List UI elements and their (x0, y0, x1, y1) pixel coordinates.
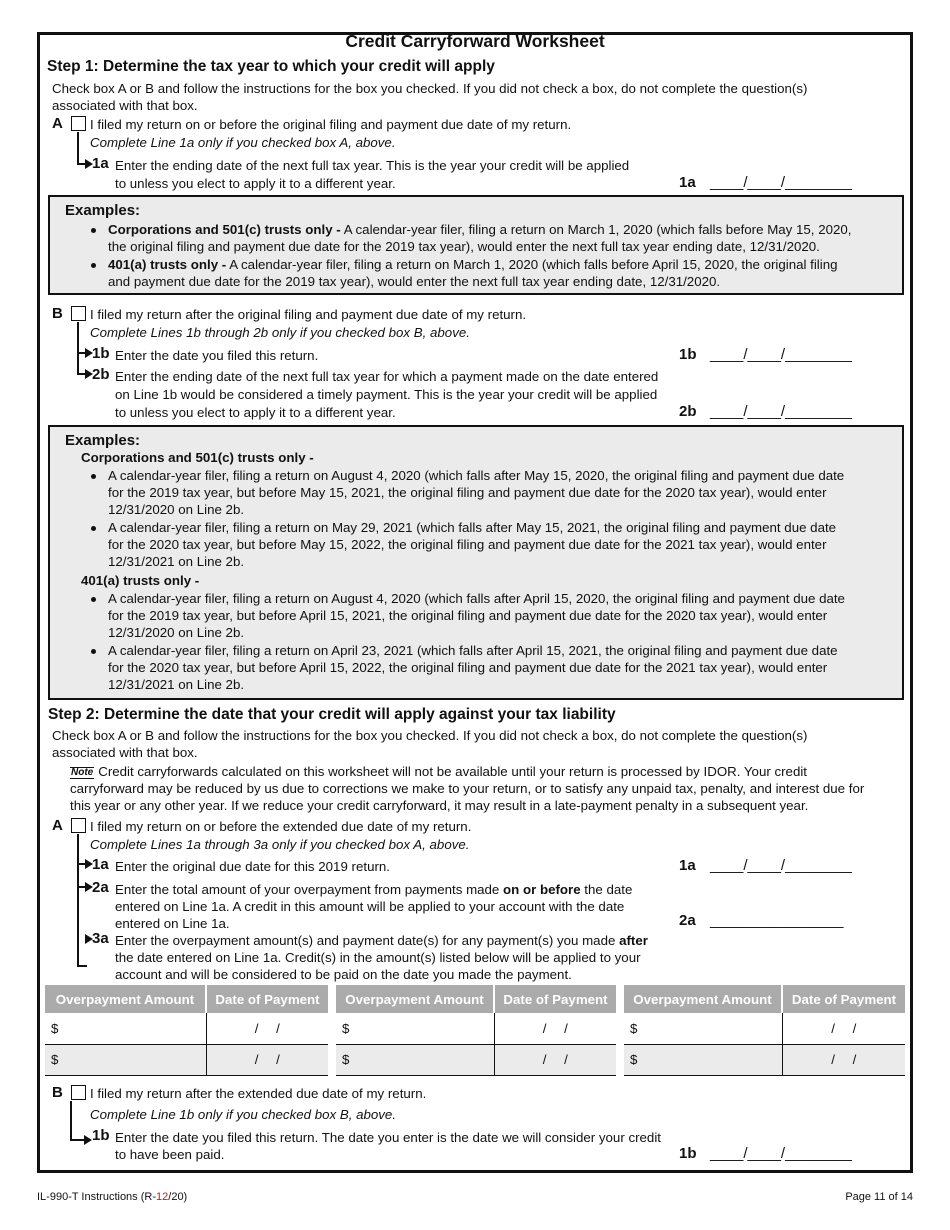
step2-box-b-checkbox[interactable] (71, 1085, 86, 1100)
step2-line-2a-text2: entered on Line 1a. A credit in this amount will be applied to your account with the date (115, 899, 625, 914)
page-number: Page 11 of 14 (845, 1191, 913, 1203)
example-b1-line3: 12/31/2020 on Line 2b. (108, 502, 245, 517)
table-row (45, 1044, 905, 1075)
example-a2-line2: and payment due date for the 2019 tax year), would enter the next full tax year ending date, 12/31/2020. (108, 274, 721, 289)
step1-examples-b (48, 425, 904, 700)
example-b3-line2: for the 2019 tax year, but before April 15, 2021, the original filing and payment due date for the 2020 tax year), would enter (108, 608, 828, 623)
column-header: Overpayment Amount (332, 985, 494, 1013)
step1-b-connector (77, 322, 79, 374)
step2-intro-line1: Check box A or B and follow the instructions for the box you checked. If you did not check a box, do not complete the question(s) (52, 728, 808, 743)
step1-box-a-instruction: Complete Line 1a only if you checked box A, above. (90, 135, 396, 150)
note-line3: this year or any other year. If we reduce your credit carryforward, it may result in a late-payment penalty in a subsequent year. (70, 798, 809, 813)
line-1b-text: Enter the date you filed this return. (115, 348, 319, 363)
step2-line-2a-text1: Enter the total amount of your overpayment from payments made on or before the date (115, 882, 633, 897)
examples-heading: Examples: (65, 432, 141, 449)
step2-line-1b-number: 1b (92, 1127, 110, 1144)
note-icon: Note (71, 767, 94, 778)
line-1b-answer[interactable] (679, 346, 852, 363)
step2-line-1a-text: Enter the original due date for this 2019 return. (115, 859, 390, 874)
step2-line-1a-answer-label: 1a (679, 857, 696, 874)
example-b2-line2: for the 2020 tax year, but before May 15, 2022, the original filing and payment due date for the 2021 tax year), would enter (108, 537, 827, 552)
date-cell[interactable]: / / (206, 1044, 332, 1075)
step2-line-1a-number: 1a (92, 856, 109, 873)
example-b3-line3: 12/31/2020 on Line 2b. (108, 625, 245, 640)
step2-box-a-label: I filed my return on or before the extended due date of my return. (90, 819, 472, 834)
bullet-icon (91, 474, 96, 479)
note-line1: Note Credit carryforwards calculated on this worksheet will not be available until your return is processed by IDOR. Your credit (71, 764, 807, 779)
amount-cell[interactable]: $ (332, 1013, 494, 1044)
step2-line-1b-answer[interactable] (679, 1145, 852, 1162)
example-b4-line2: for the 2020 tax year, but before April 15, 2022, the original filing and payment due date for the 2021 tax year), would enter (108, 660, 828, 675)
line-1b-number: 1b (92, 345, 110, 362)
bullet-icon (91, 526, 96, 531)
step1-box-b-checkbox[interactable] (71, 306, 86, 321)
step1-box-a-checkbox[interactable] (71, 116, 86, 131)
date-cell[interactable]: / / (782, 1044, 905, 1075)
date-cell[interactable]: / / (494, 1013, 620, 1044)
line-2b-text3: to unless you elect to apply it to a different year. (115, 405, 396, 420)
step2-box-a-letter: A (52, 817, 63, 834)
step2-heading: Step 2: Determine the date that your credit will apply against your tax liability (48, 706, 616, 723)
overpayment-table (45, 985, 905, 1076)
column-header: Date of Payment (782, 985, 905, 1013)
example-b4-line3: 12/31/2021 on Line 2b. (108, 677, 245, 692)
step2-box-a-instruction: Complete Lines 1a through 3a only if you checked box A, above. (90, 837, 470, 852)
bullet-icon (91, 228, 96, 233)
step2-line-1a-answer[interactable] (679, 857, 852, 874)
step1-examples-a (48, 195, 904, 295)
step2-intro-line2: associated with that box. (52, 745, 198, 760)
column-header: Date of Payment (206, 985, 332, 1013)
arrow-icon (84, 1135, 92, 1145)
step2-box-b-label: I filed my return after the extended due date of my return. (90, 1086, 427, 1101)
line-1b-answer-label: 1b (679, 346, 697, 363)
example-b4-line1: A calendar-year filer, filing a return on April 23, 2021 (which falls after April 15, 2021, the original filing and payment due date (108, 643, 838, 658)
step2-line-1a-date-field[interactable]: ____/____/________ (710, 857, 852, 874)
step1-box-b-letter: B (52, 305, 63, 322)
example-a2-line1: 401(a) trusts only - A calendar-year filer, filing a return on March 1, 2020 (which falls before April 15, 2020, the original filing (108, 257, 838, 272)
step1-box-b-instruction: Complete Lines 1b through 2b only if you checked box B, above. (90, 325, 470, 340)
step2-b-connector (70, 1101, 72, 1140)
example-b1-line1: A calendar-year filer, filing a return on August 4, 2020 (which falls after May 15, 2020, the original filing and payment due date (108, 468, 845, 483)
line-2b-answer-label: 2b (679, 403, 697, 420)
step2-box-a-checkbox[interactable] (71, 818, 86, 833)
date-cell[interactable]: / / (206, 1013, 332, 1044)
step1-intro-line1: Check box A or B and follow the instructions for the box you checked. If you did not check a box, do not complete the question(s) (52, 81, 808, 96)
examples-group1-label: Corporations and 501(c) trusts only - (81, 450, 314, 465)
amount-cell[interactable]: $ (45, 1044, 206, 1075)
line-2b-text1: Enter the ending date of the next full tax year for which a payment made on the date entered (115, 369, 659, 384)
worksheet-title: Credit Carryforward Worksheet (345, 31, 605, 51)
example-a1-line2: the original filing and payment due date for the 2019 tax year), would enter the next full tax year ending date, 12/31/2020. (108, 239, 820, 254)
line-2b-number: 2b (92, 366, 110, 383)
example-b1-line2: for the 2019 tax year, but before May 15, 2021, the original filing and payment due date for the 2020 tax year), would enter (108, 485, 827, 500)
line-2b-text2: on Line 1b would be considered a timely payment. This is the year your credit will be applied (115, 387, 658, 402)
step2-line-2a-text3: entered on Line 1a. (115, 916, 230, 931)
step2-line-2a-amount-field[interactable]: ________________ (710, 912, 844, 929)
step2-a-connector (77, 834, 79, 966)
step2-line-2a-answer[interactable] (679, 912, 844, 929)
example-b3-line1: A calendar-year filer, filing a return on August 4, 2020 (which falls after April 15, 2020, the original filing and payment due date (108, 591, 845, 606)
amount-cell[interactable]: $ (620, 1044, 782, 1075)
step2-line-3a-text2: the date entered on Line 1a. Credit(s) in the amount(s) listed below will be applied to your (115, 950, 641, 965)
step2-line-1b-answer-label: 1b (679, 1145, 697, 1162)
step1-box-a-letter: A (52, 115, 63, 132)
step1-a-connector (77, 132, 79, 164)
step1-heading: Step 1: Determine the tax year to which your credit will apply (47, 58, 495, 75)
step2-a-connector-h3 (77, 965, 87, 967)
line-1b-date-field[interactable]: ____/____/________ (710, 346, 852, 363)
line-2b-date-field[interactable]: ____/____/________ (710, 403, 852, 420)
form-id: IL-990-T Instructions (R-12/20) (37, 1191, 188, 1203)
line-2b-answer[interactable] (679, 403, 852, 420)
step2-line-3a-number: 3a (92, 930, 109, 947)
amount-cell[interactable]: $ (45, 1013, 206, 1044)
step2-line-2a-number: 2a (92, 879, 109, 896)
step1-box-a-label: I filed my return on or before the original filing and payment due date of my return. (90, 117, 572, 132)
column-header: Overpayment Amount (45, 985, 206, 1013)
table-row (45, 1013, 905, 1044)
example-a1-line1: Corporations and 501(c) trusts only - A calendar-year filer, filing a return on March 1, 2020 (which falls before May 15, 2020, (108, 222, 852, 237)
step2-line-3a-text1: Enter the overpayment amount(s) and payment date(s) for any payment(s) you made after (115, 933, 648, 948)
step2-line-1b-text1: Enter the date you filed this return. The date you enter is the date we will consider your credit (115, 1130, 661, 1145)
amount-cell[interactable]: $ (332, 1044, 494, 1075)
step2-line-2a-answer-label: 2a (679, 912, 696, 929)
column-header: Date of Payment (494, 985, 620, 1013)
note-line2: carryforward may be reduced by us due to corrections we make to your return, or to satisfy any unpaid tax, penalty, and interest due for (70, 781, 865, 796)
step2-box-b-instruction: Complete Line 1b only if you checked box B, above. (90, 1107, 397, 1122)
bullet-icon (91, 649, 96, 654)
date-cell[interactable]: / / (494, 1044, 620, 1075)
date-cell[interactable]: / / (782, 1013, 905, 1044)
line-1a-text2: to unless you elect to apply it to a different year. (115, 176, 396, 191)
line-1a-text1: Enter the ending date of the next full tax year. This is the year your credit will be applied (115, 158, 630, 173)
bullet-icon (91, 263, 96, 268)
line-1a-number: 1a (92, 155, 109, 172)
line-1a-answer[interactable] (679, 174, 852, 191)
step2-line-3a-text3: account and will be considered to be paid on the date you made the payment. (115, 967, 572, 982)
step1-intro-line2: associated with that box. (52, 98, 198, 113)
examples-group2-label: 401(a) trusts only - (81, 573, 200, 588)
line-1a-answer-label: 1a (679, 174, 696, 191)
table-header-row (45, 985, 905, 1013)
line-1a-date-field[interactable]: ____/____/________ (710, 174, 852, 191)
example-b2-line1: A calendar-year filer, filing a return on May 29, 2021 (which falls after May 15, 2021, the original filing and payment due date (108, 520, 837, 535)
examples-heading: Examples: (65, 202, 141, 219)
bullet-icon (91, 597, 96, 602)
step2-line-1b-text2: to have been paid. (115, 1147, 225, 1162)
example-b2-line3: 12/31/2021 on Line 2b. (108, 554, 245, 569)
step2-line-1b-date-field[interactable]: ____/____/________ (710, 1145, 852, 1162)
step2-box-b-letter: B (52, 1084, 63, 1101)
column-header: Overpayment Amount (620, 985, 782, 1013)
step1-box-b-label: I filed my return after the original filing and payment due date of my return. (90, 307, 527, 322)
amount-cell[interactable]: $ (620, 1013, 782, 1044)
